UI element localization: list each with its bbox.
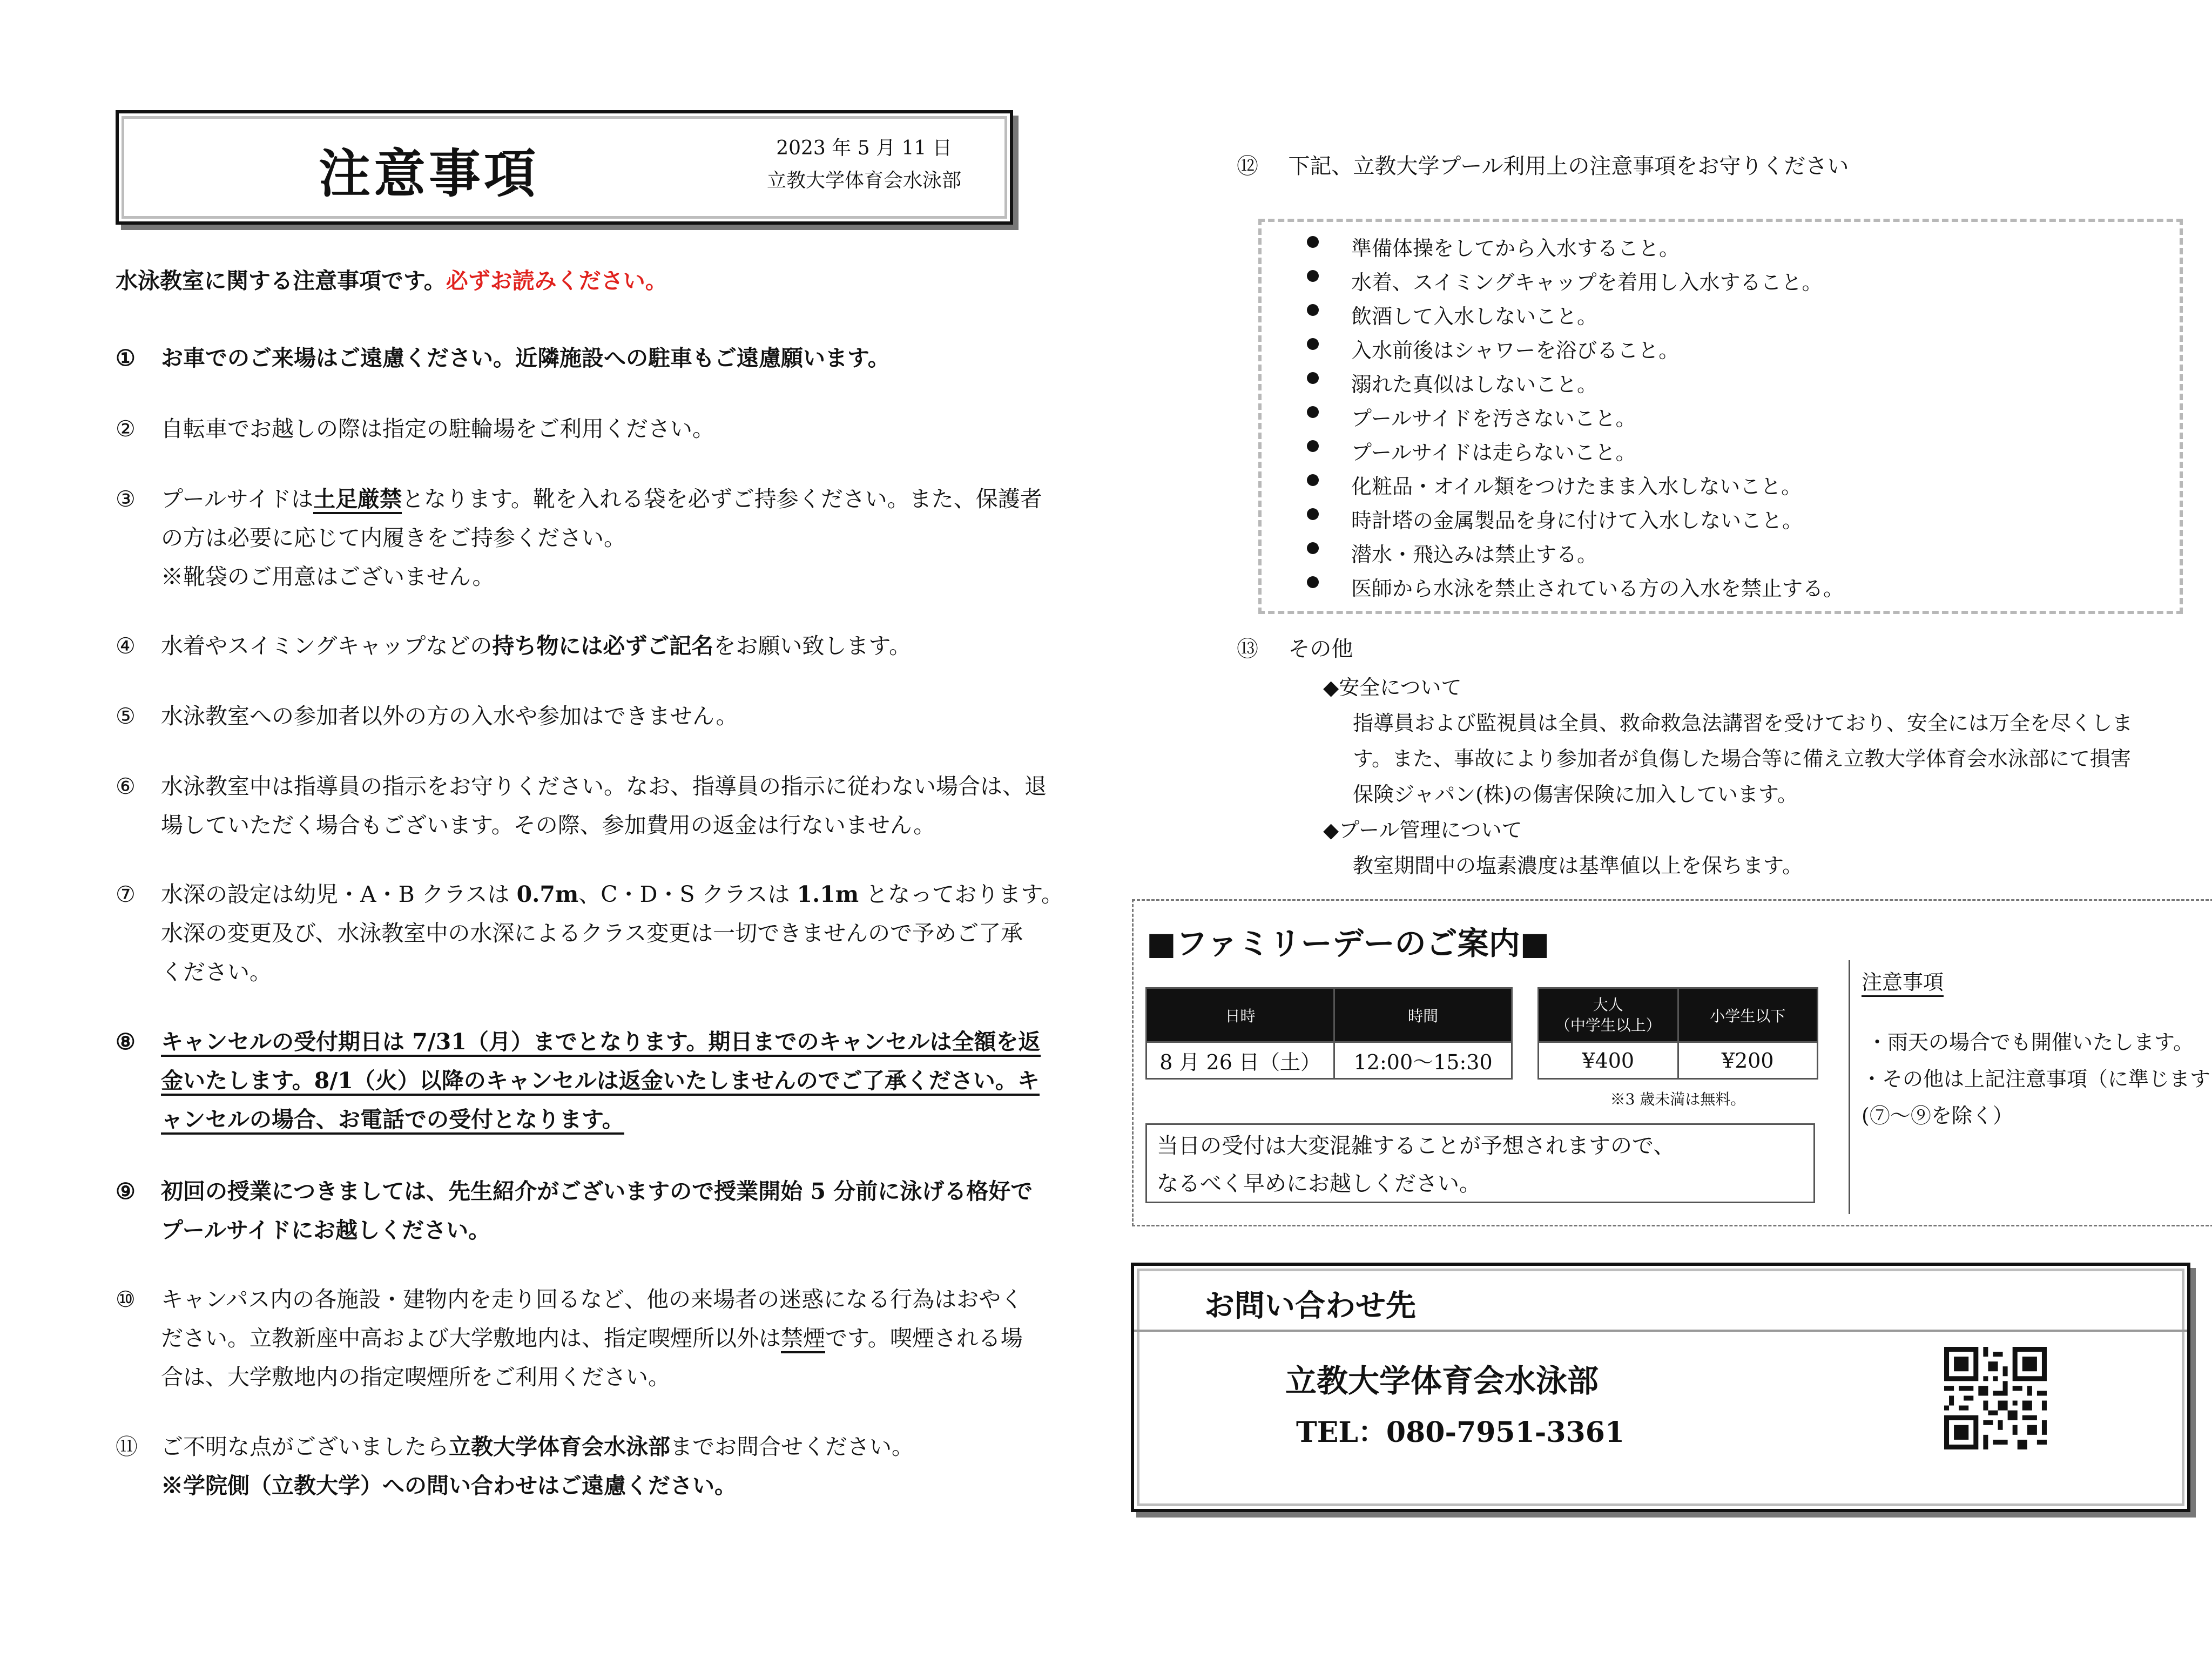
pool-rule-text: 溺れた真似はしないこと。 (1351, 373, 1598, 396)
reception-text: 当日の受付は大変混雑することが予想されますので、 (1157, 1134, 1675, 1158)
page-title: 注意事項 (319, 143, 539, 204)
pool-rule-text: 化粧品・オイル類をつけたまま入水しないこと。 (1351, 475, 1802, 498)
family-note: ・その他は上記注意事項（に準じます (1862, 1067, 2211, 1091)
item-text: までお問合せください。 (670, 1434, 914, 1460)
item-text-emphasis: 持ち物には必ずご記名 (492, 633, 714, 659)
table-header (1539, 988, 1678, 1042)
table-header: 時間 (1334, 988, 1512, 1042)
item-text: です。喫煙される場 (825, 1325, 1023, 1351)
item-number: ⑫ (1237, 154, 1258, 179)
item-text-note: ※靴袋のご用意はございません。 (161, 564, 495, 590)
bullet-icon (1307, 236, 1319, 248)
pool-rule-text: 飲酒して入水しないこと。 (1351, 305, 1598, 328)
family-day-title: ■ファミリーデーのご案内■ (1147, 925, 1550, 962)
pool-rule-text: プールサイドは走らないこと。 (1351, 441, 1636, 464)
intro (116, 263, 667, 295)
item-number: ⑨ (116, 1178, 136, 1204)
item-text: プールサイドは (161, 486, 314, 512)
item-text-note: ※学院側（立教大学）への問い合わせはご遠慮ください。 (161, 1473, 737, 1499)
item-text: 場していただく場合もございます。その際、参加費用の返金は行ないません。 (161, 812, 936, 838)
item-text-emphasis: 立教大学体育会水泳部 (449, 1434, 670, 1460)
other-section (1323, 670, 2133, 884)
bullet-icon (1307, 270, 1319, 282)
bullet-icon (1307, 304, 1319, 316)
item-number: ③ (116, 486, 136, 512)
item-number: ④ (116, 633, 136, 659)
item-text: 合は、大学敷地内の指定喫煙所をご利用ください。 (161, 1364, 670, 1390)
item-text: 、C・D・S クラスは (578, 881, 797, 907)
item-number: ⑦ (116, 881, 136, 907)
item-text: 水深の変更及び、水泳教室中の水深によるクラス変更は一切できませんので予めご了承 (161, 920, 1023, 946)
pool-management-text: 教室期間中の塩素濃度は基準値以上を保ちます。 (1353, 854, 1803, 878)
schedule-table (1145, 987, 1513, 1080)
pool-rule-text: 潜水・飛込みは禁止する。 (1351, 543, 1598, 567)
safety-heading: ◆安全について (1323, 676, 1462, 699)
safety-text: 指導員および監視員は全員、救命救急法講習を受けており、安全には万全を尽くしま (1353, 711, 2133, 735)
family-notes-title: 注意事項 (1862, 966, 1944, 997)
safety-text: す。また、事故により参加者が負傷した場合等に備え立教大学体育会水泳部にて損害 (1353, 747, 2131, 771)
item-number: ① (116, 345, 136, 371)
item-text: ご不明な点がございましたら (161, 1434, 449, 1460)
bullet-icon (1307, 508, 1319, 520)
item-text-line (161, 480, 1079, 518)
item-number: ⑪ (116, 1434, 138, 1460)
item-text: となっております。 (859, 881, 1063, 907)
bullet-icon (1307, 406, 1319, 418)
item-text: ださい。立教新座中高および大学敷地内は、指定喫煙所以外は (161, 1325, 781, 1351)
item-text-emphasis: 禁煙 (781, 1325, 825, 1353)
issuer-org: 立教大学体育会水泳部 (766, 170, 961, 192)
table-header: 日時 (1147, 988, 1334, 1042)
table-cell: 12:00～15:30 (1334, 1042, 1512, 1079)
notice-item-12 (1237, 149, 1849, 180)
item-text: の方は必要に応じて内履きをご持参ください。 (161, 525, 626, 551)
item-text: となります。靴を入れる袋を必ずご持参ください。また、保護者 (402, 486, 1042, 512)
divider (1849, 960, 1850, 1214)
reception-text: なるべく早めにお越しください。 (1157, 1171, 1481, 1196)
item-text: お車でのご来場はご遠慮ください。近隣施設への駐車もご遠慮願います。 (161, 345, 890, 371)
notice-item-13 (1237, 632, 1353, 663)
family-note: (⑦～⑨を除く） (1862, 1104, 2013, 1128)
bullet-icon (1307, 474, 1319, 486)
item-text: 金いたします。8/1（火）以降のキャンセルは返金いたしませんのでご了承ください。キ (161, 1068, 1040, 1096)
family-note: ・雨天の場合でも開催いたします。 (1867, 1030, 2194, 1054)
contact-tel: TEL：080-7951-3361 (1296, 1416, 1625, 1449)
intro-text: 水泳教室に関する注意事項です。 (116, 268, 446, 294)
contact-org: 立教大学体育会水泳部 (1285, 1363, 1599, 1399)
item-number: ② (116, 416, 136, 442)
item-text: その他 (1288, 637, 1353, 662)
table-header-text: 大人 (1593, 995, 1623, 1014)
table-header: 小学生以下 (1678, 988, 1818, 1042)
fee-table (1537, 987, 1818, 1080)
item-number: ⑩ (116, 1286, 136, 1312)
family-notes (1862, 966, 2210, 1134)
pool-rule-text: 医師から水泳を禁止されている方の入水を禁止する。 (1351, 577, 1844, 601)
pool-rule-text: 準備体操をしてから入水すること。 (1351, 237, 1680, 260)
issue-date: 2023 年 5 月 11 日 (776, 137, 952, 159)
item-text: 下記、立教大学プール利用上の注意事項をお守りください (1288, 154, 1849, 179)
item-text: 水深の設定は幼児・A・B クラスは (161, 881, 517, 907)
item-text: 自転車でお越しの際は指定の駐輪場をご利用ください。 (161, 416, 714, 442)
item-text: 初回の授業につきましては、先生紹介がございますので授業開始 5 分前に泳げる格好で (161, 1178, 1033, 1204)
depth-value: 1.1m (797, 881, 859, 907)
contact-title: お問い合わせ先 (1204, 1288, 1416, 1324)
contact-divider (1134, 1330, 2187, 1332)
item-number: ⑬ (1237, 637, 1258, 662)
item-text: 水泳教室への参加者以外の方の入水や参加はできません。 (161, 703, 738, 729)
table-header-text: （中学生以上） (1555, 1016, 1661, 1034)
title-box (116, 110, 1013, 225)
table-cell: ¥200 (1678, 1042, 1818, 1079)
safety-text: 保険ジャパン(株)の傷害保険に加入しています。 (1353, 783, 1798, 806)
pool-rule-text: 入水前後はシャワーを浴びること。 (1351, 339, 1680, 362)
intro-emphasis: 必ずお読みください。 (446, 268, 667, 294)
item-number: ⑥ (116, 773, 136, 799)
bullet-icon (1307, 372, 1319, 384)
pool-management-heading: ◆プール管理について (1323, 818, 1522, 842)
pool-rule-text: 水着、スイミングキャップを着用し入水すること。 (1351, 271, 1823, 294)
item-text-emphasis: 土足厳禁 (313, 486, 402, 514)
table-cell: ¥400 (1539, 1042, 1678, 1079)
reception-notice (1145, 1123, 1815, 1203)
pool-rules-box (1258, 219, 2183, 614)
bullet-icon (1307, 338, 1319, 350)
depth-value: 0.7m (516, 881, 579, 907)
bullet-icon (1307, 542, 1319, 554)
table-cell: 8 月 26 日（土） (1147, 1042, 1334, 1079)
contact-box (1131, 1263, 2190, 1512)
pool-rule-text: 時計塔の金属製品を身に付けて入水しないこと。 (1351, 509, 1803, 532)
qr-code-icon (1944, 1347, 2047, 1449)
item-text: ください。 (161, 959, 272, 985)
family-day-box (1132, 899, 2212, 1226)
item-number: ⑧ (116, 1029, 136, 1055)
item-text: をお願い致します。 (713, 633, 912, 659)
item-text: 水泳教室中は指導員の指示をお守りください。なお、指導員の指示に従わない場合は、退 (161, 773, 1047, 799)
item-text: キャンパス内の各施設・建物内を走り回るなど、他の来場者の迷惑になる行為はおやく (161, 1286, 1023, 1312)
item-text: 水着やスイミングキャップなどの (161, 633, 493, 659)
item-number: ⑤ (116, 703, 136, 729)
item-text: ャンセルの場合、お電話での受付となります。 (161, 1107, 624, 1135)
bullet-icon (1307, 440, 1319, 452)
bullet-icon (1307, 576, 1319, 588)
item-text: キャンセルの受付期日は 7/31（月）までとなります。期日までのキャンセルは全額を返 (161, 1029, 1041, 1057)
item-text: プールサイドにお越しください。 (161, 1217, 491, 1243)
fee-note: ※3 歳未満は無料。 (1610, 1090, 1746, 1108)
pool-rule-text: プールサイドを汚さないこと。 (1351, 407, 1636, 430)
